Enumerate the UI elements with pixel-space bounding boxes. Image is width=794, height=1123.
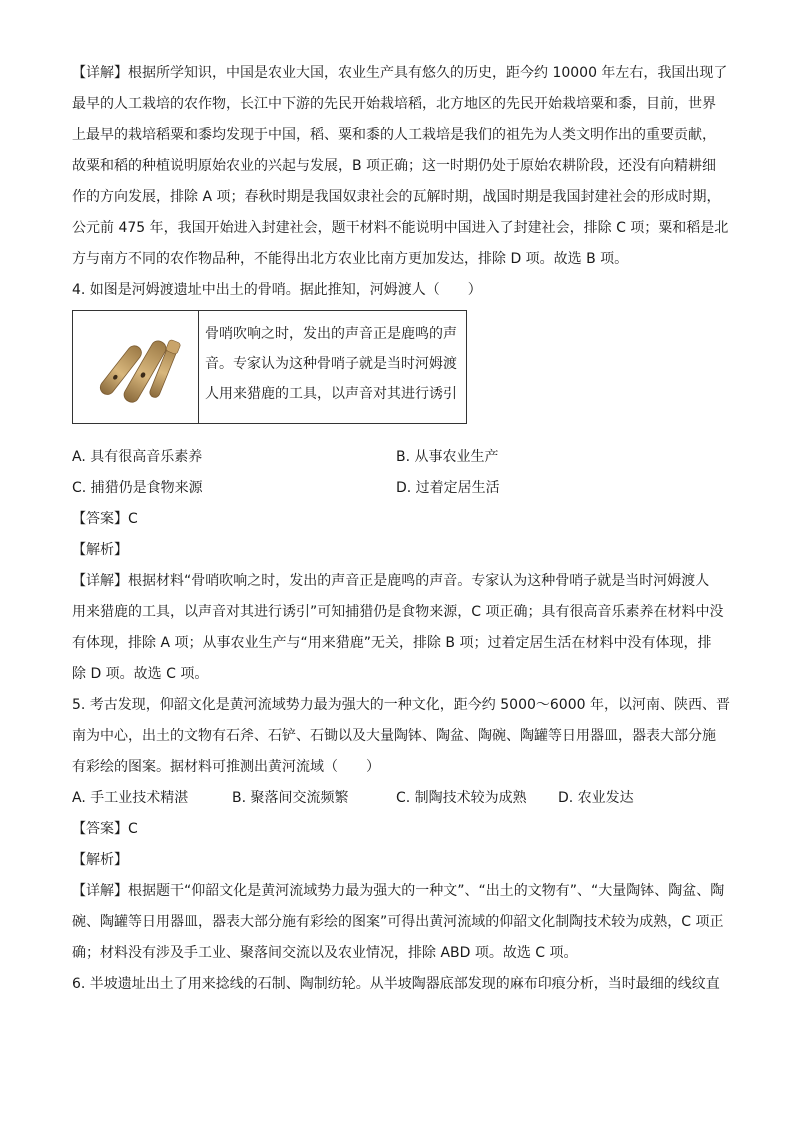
- text-line: 公元前 475 年，我国开始进入封建社会，题干材料不能说明中国进入了封建社会，排除 C 项；粟和稻是北: [72, 220, 729, 236]
- question-stem: 6. 半坡遗址出土了用来捻线的石制、陶制纺轮。从半坡陶器底部发现的麻布印痕分析，当时最细的线纹直: [72, 976, 720, 992]
- text-line: 上最早的栽培稻粟和黍均发现于中国，稻、粟和黍的人工栽培是我们的祖先为人类文明作出的重要贡献，: [72, 127, 716, 143]
- question-stem: 5. 考古发现，仰韶文化是黄河流域势力最为强大的一种文化，距今约 5000～6000 年，以河南、陕西、晋: [72, 697, 730, 713]
- answer-label: 【答案】C: [72, 821, 138, 837]
- option-d: D. 农业发达: [558, 790, 634, 806]
- material-line: 音。专家认为这种骨哨子就是当时河姆渡: [205, 356, 457, 372]
- text-line: 【详解】根据题干“仰韶文化是黄河流域势力最为强大的一种文”、“出土的文物有”、“大量陶钵、陶盆、陶: [72, 883, 725, 899]
- option-a: A. 具有很高音乐素养: [72, 449, 203, 465]
- material-text-cell: [199, 311, 467, 424]
- text-line: 最早的人工栽培的农作物，长江中下游的先民开始栽培稻，北方地区的先民开始栽培粟和黍，目前，世界: [72, 96, 716, 112]
- option-b: B. 从事农业生产: [396, 449, 499, 465]
- text-line: 故粟和稻的种植说明原始农业的兴起与发展，B 项正确；这一时期仍处于原始农耕阶段，还没有向精耕细: [72, 158, 717, 174]
- options-q5: [72, 783, 722, 814]
- option-c: C. 捕猎仍是食物来源: [72, 480, 203, 496]
- text-line: 【详解】根据材料“骨哨吹响之时，发出的声音正是鹿鸣的声音。专家认为这种骨哨子就是当时河姆渡人: [72, 573, 710, 589]
- answer-label: 【答案】C: [72, 511, 138, 527]
- text-line: 用来猎鹿的工具，以声音对其进行诱引”可知捕猎仍是食物来源，C 项正确；具有很高音乐素养在材料中没: [72, 604, 724, 620]
- text-line: 作的方向发展，排除 A 项；春秋时期是我国奴隶社会的瓦解时期，战国时期是我国封建社会的形成时期，: [72, 189, 721, 205]
- option-b: B. 聚落间交流频繁: [232, 790, 349, 806]
- bone-whistle-image-cell: [73, 311, 199, 424]
- analysis-label: 【解析】: [72, 542, 128, 558]
- text-line: 【详解】根据所学知识，中国是农业大国，农业生产具有悠久的历史，距今约 10000 年左右，我国出现了: [72, 65, 728, 81]
- option-a: A. 手工业技术精湛: [72, 790, 189, 806]
- question-5: [72, 690, 730, 969]
- question-stem: 有彩绘的图案。据材料可推测出黄河流域（ ）: [72, 759, 380, 775]
- material-line: 人用来猎鹿的工具，以声音对其进行诱引: [205, 386, 457, 402]
- analysis-label: 【解析】: [72, 852, 128, 868]
- text-line: 确；材料没有涉及手工业、聚落间交流以及农业情况，排除 ABD 项。故选 C 项。: [72, 945, 578, 961]
- explanation-block-q3: [72, 58, 729, 275]
- text-line: 方与南方不同的农作物品种，不能得出北方农业比南方更加发达，排除 D 项。故选 B 项。: [72, 251, 629, 267]
- text-line: 碗、陶罐等日用器皿，器表大部分施有彩绘的图案”可得出黄河流域的仰韶文化制陶技术较为成熟，C 项正: [72, 914, 724, 930]
- question-6: [72, 969, 722, 1000]
- bone-whistle-image: [73, 311, 198, 419]
- question-4: [72, 275, 722, 690]
- material-table: [72, 310, 467, 424]
- text-line: 有体现，排除 A 项；从事农业生产与“用来猎鹿”无关，排除 B 项；过着定居生活在材料中没有体现，排: [72, 635, 712, 651]
- options-q4: [72, 442, 722, 504]
- text-line: 除 D 项。故选 C 项。: [72, 666, 209, 682]
- option-c: C. 制陶技术较为成熟: [396, 790, 527, 806]
- page: [72, 58, 730, 1000]
- question-stem: 南为中心，出土的文物有石斧、石铲、石锄以及大量陶钵、陶盆、陶碗、陶罐等日用器皿，器表大部分施: [72, 728, 716, 744]
- question-stem: 4. 如图是河姆渡遗址中出土的骨哨。据此推知，河姆渡人（ ）: [72, 282, 482, 298]
- material-line: 骨哨吹响之时，发出的声音正是鹿鸣的声: [205, 326, 457, 342]
- option-d: D. 过着定居生活: [396, 480, 500, 496]
